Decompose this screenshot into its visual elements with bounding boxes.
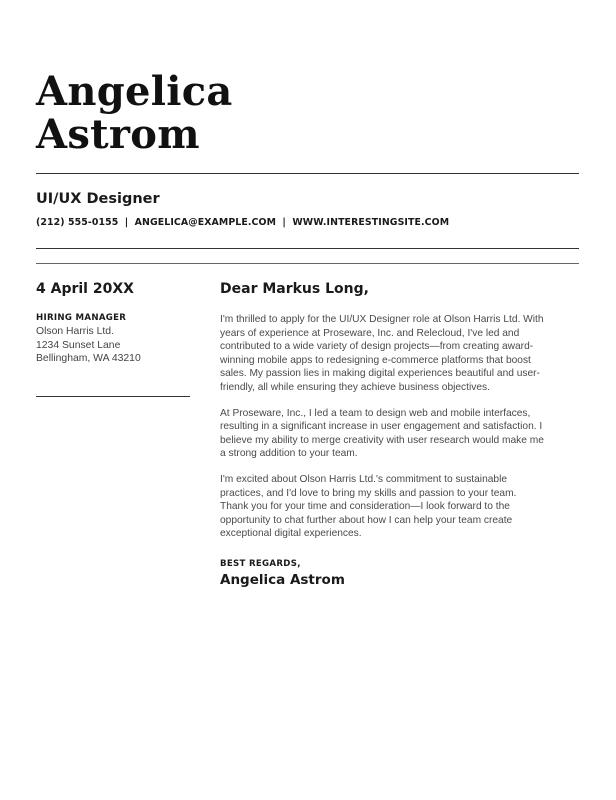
contact-separator: | — [282, 217, 286, 228]
salutation: Dear Markus Long, — [220, 281, 369, 297]
closing: BEST REGARDS, — [220, 558, 301, 569]
recipient-company: Olson Harris Ltd. — [36, 326, 114, 337]
contact-separator: | — [124, 217, 129, 228]
signature: Angelica Astrom — [220, 571, 345, 588]
recipient-title: HIRING MANAGER — [36, 313, 127, 323]
body-paragraph-2: At Proseware, Inc., I led a team to design web and mobile interfaces, resulting in a significant increase in user engagement and satisfaction. I believe my ability to merge creativity with user research would make me a strong addition to your team. — [220, 407, 544, 460]
recipient-address-line1: 1234 Sunset Lane — [36, 339, 121, 351]
contact-phone: (212) 555-0155 — [36, 217, 119, 228]
recipient-block — [36, 281, 191, 366]
contact-email: ANGELICA@EXAMPLE.COM — [134, 217, 277, 228]
contact-line — [36, 217, 449, 228]
recipient-divider — [36, 396, 190, 397]
applicant-name — [36, 70, 233, 156]
header-divider-secondary — [36, 263, 579, 264]
header-divider-top — [36, 173, 579, 174]
body-paragraph-1: I'm thrilled to apply for the UI/UX Designer role at Olson Harris Ltd. With years of experience at Proseware, Inc. and Relecloud, I've led and contributed to a wide variety of design projects—from creating award-winning mobile apps to redesigning e-commerce platforms that boost sales. My passion lies in making digital experiences beautiful and user-friendly, all while ensuring they achieve business objectives. — [220, 314, 544, 393]
header-divider-bottom — [36, 248, 579, 249]
applicant-last-name: Astrom — [36, 111, 200, 158]
letter-body — [220, 281, 546, 588]
job-title: UI/UX Designer — [36, 191, 160, 207]
recipient-address-line2: Bellingham, WA 43210 — [36, 353, 141, 364]
letter-date: 4 April 20XX — [36, 281, 134, 297]
contact-website: WWW.INTERESTINGSITE.COM — [292, 217, 450, 228]
body-paragraph-3: I'm excited about Olson Harris Ltd.'s commitment to sustainable practices, and I'd love to bring my skills and passion to your team. Thank you for your time and consideration—I look forward to the opportunity to chat further about how I can help your team create exceptional digital experiences. — [220, 473, 517, 540]
applicant-first-name: Angelica — [36, 68, 233, 115]
